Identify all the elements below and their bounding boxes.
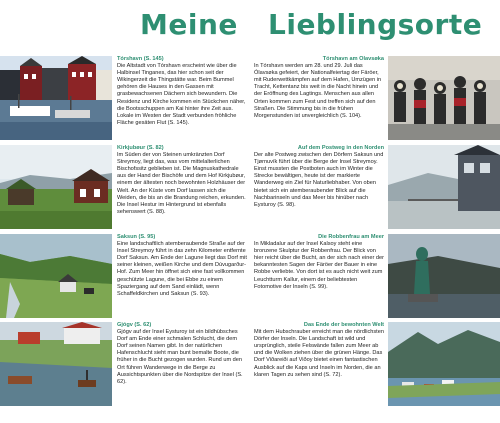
photo-gjogv — [0, 322, 112, 406]
entry-left-2 — [0, 145, 250, 233]
entry-body: In Mikladalur auf der Insel Kalsoy steht eine bronzene Skulptur der Robbenfrau. Der Blick von hier reicht über die Bucht, an der sich nach einer der bekanntesten Sagen der Färöer der Bauer in eine Robbe verliebte. Von dort ist es auch nicht weit zum Leuchtturm Kallur, einem der beliebtesten Fotomotive der Inseln (S. 99). — [254, 241, 384, 290]
entry-right-4 — [250, 322, 500, 410]
photo-saksun — [0, 234, 112, 318]
entry-body: Im Süden der von Steinen umkränzten Dorf Streymoy, liegt das, was vom mittelalterlichen Bischofssitz geblieben ist. Die Magnuskathedrale aus der Hand der Bischöfe und dem Hof Kirkjubøur, einem der ältesten noch bewohnten Holzhäuser der Welt. An der Küste vom Dorf lassen sich die Weiden, die bis an die Brandung reichen, erkunden. Die Insel Hestur im Hintergrund ist ebenfalls sehenswert (S. 88). — [117, 152, 246, 215]
page-title-word-1: Meine — [140, 8, 238, 41]
entry-text — [254, 322, 384, 408]
entry-title: Auf dem Postweg in den Norden — [297, 145, 384, 151]
entry-left-3 — [0, 234, 250, 322]
photo-kirkjuboeur — [0, 145, 112, 229]
entry-body: In Tórshavn werden am 28. und 29. Juli das Ólavsøka gefeiert, der Nationalfeiertag der Färöer, mit Ruderwettkämpfen auf dem Hafen, Umzügen in Tracht, Kettentanz bis weit in die Nacht hinein und der Eröffnung des Lagtings. Menschen aus allen Orten kommen zum Fest und treffen sich auf den Straßen. Die Stimmung bis in die frühen Morgenstunden ist unvergleichlich (S. 104). — [254, 63, 382, 119]
entry-body: Mit dem Hubschrauber erreicht man die nördlichsten Dörfer der Inseln. Die Landschaft ist wild und ursprünglich, steile Felswände fallen zum Meer ab und die Wolken ziehen über die grünen Hänge. Das Dorf Viðareiði auf Viðoy bietet einen fantastischen Ausblick auf die Kaps und Inseln im Norden, die an klaren Tagen zu sehen sind (S. 72). — [254, 329, 384, 378]
entry-text — [117, 145, 247, 231]
entry-body: Gjógv auf der Insel Eysturoy ist ein bildhübsches Dorf am Ende einer schmalen Schlucht, die dem Dorf seinen Namen gibt. In der natürlichen Hafenschlucht sieht man bunt bemalte Boote, die früher in die Bucht gezogen wurden. Rund um den Ort führen Wanderwege in die Berge zu Aussichtspunkten über die Nordspitze der Insel (S. 62). — [117, 329, 243, 385]
entry-right-3 — [250, 234, 500, 322]
entry-left-1 — [0, 56, 250, 144]
page-header — [0, 0, 500, 50]
entry-right-1 — [250, 56, 500, 144]
photo-north-cliffs — [388, 322, 500, 406]
entry-title: Gjógv (S. 62) — [117, 322, 152, 328]
entry-text — [254, 145, 384, 231]
photo-robbenfrau — [388, 234, 500, 318]
entry-text — [117, 56, 247, 142]
entry-text — [254, 234, 384, 320]
page-title-word-2: Lieblingsorte — [268, 8, 483, 41]
photo-postweg — [388, 145, 500, 229]
entry-text — [254, 56, 384, 142]
entry-text — [117, 234, 247, 320]
entry-body: Die Altstadt von Tórshavn erscheint wie über die Halbinsel Tinganes, das hier schon seit der Wikingerzeit die Thingstätte war. Beim Bummel gehören die Hauses in den Gassen mit grasbewachsenen Dächern sich bewundern. Die Residenz und Kirche kommen ein Stückchen näher, die Bootsschuppen am Kai hinter ihre Zeit aus. Lokale im Westen der Stadt verbunden fröhliche Fläche gesäten Flut (S. 145). — [117, 63, 246, 126]
photo-olavsoka-crowd — [388, 56, 500, 140]
entry-title: Tórshavn (S. 145) — [117, 56, 164, 62]
photo-harbor — [0, 56, 112, 140]
entry-title: Kirkjubøur (S. 82) — [117, 145, 164, 151]
entry-title: Das Ende der bewohnten Welt — [303, 322, 384, 328]
entry-body: Eine landschaftlich atemberaubende Straße auf der Insel Streymoy führt in das zehn Kilometer entfernte Dorf Saksun. Am Ende der Lagune liegt das Dorf mit seiner kleinen, weißen Kirche und dem Dúvugarður-Hof. Zum Meer hin öffnet sich eine fast vollkommen geschützte Lagune, die bei Ebbe zu einem Spaziergang auf dem Sand einlädt, wenn Schaffeldkirchen und Saksun (S. 93). — [117, 241, 247, 297]
entry-title: Saksun (S. 95) — [117, 234, 156, 240]
entry-right-2 — [250, 145, 500, 233]
entry-title: Tórshavn am Ólavsøka — [322, 56, 384, 62]
entry-text — [117, 322, 247, 408]
entry-body: Der alte Postweg zwischen den Dörfern Saksun und Tjørnuvík führt über die Berge der Insel Streymoy. Einst mussten die Postboten auch im Winter die Strecke bewältigen, heute ist der markierte Wanderweg ein Ziel für Naturliebhaber. Von oben bietet sich ein atemberaubender Blick auf die Nachbarinseln und das Meer bis hinüber nach Eysturoy (S. 98). — [254, 152, 384, 208]
entry-title: Die Robbenfrau am Meer — [318, 234, 384, 240]
entry-left-4 — [0, 322, 250, 410]
